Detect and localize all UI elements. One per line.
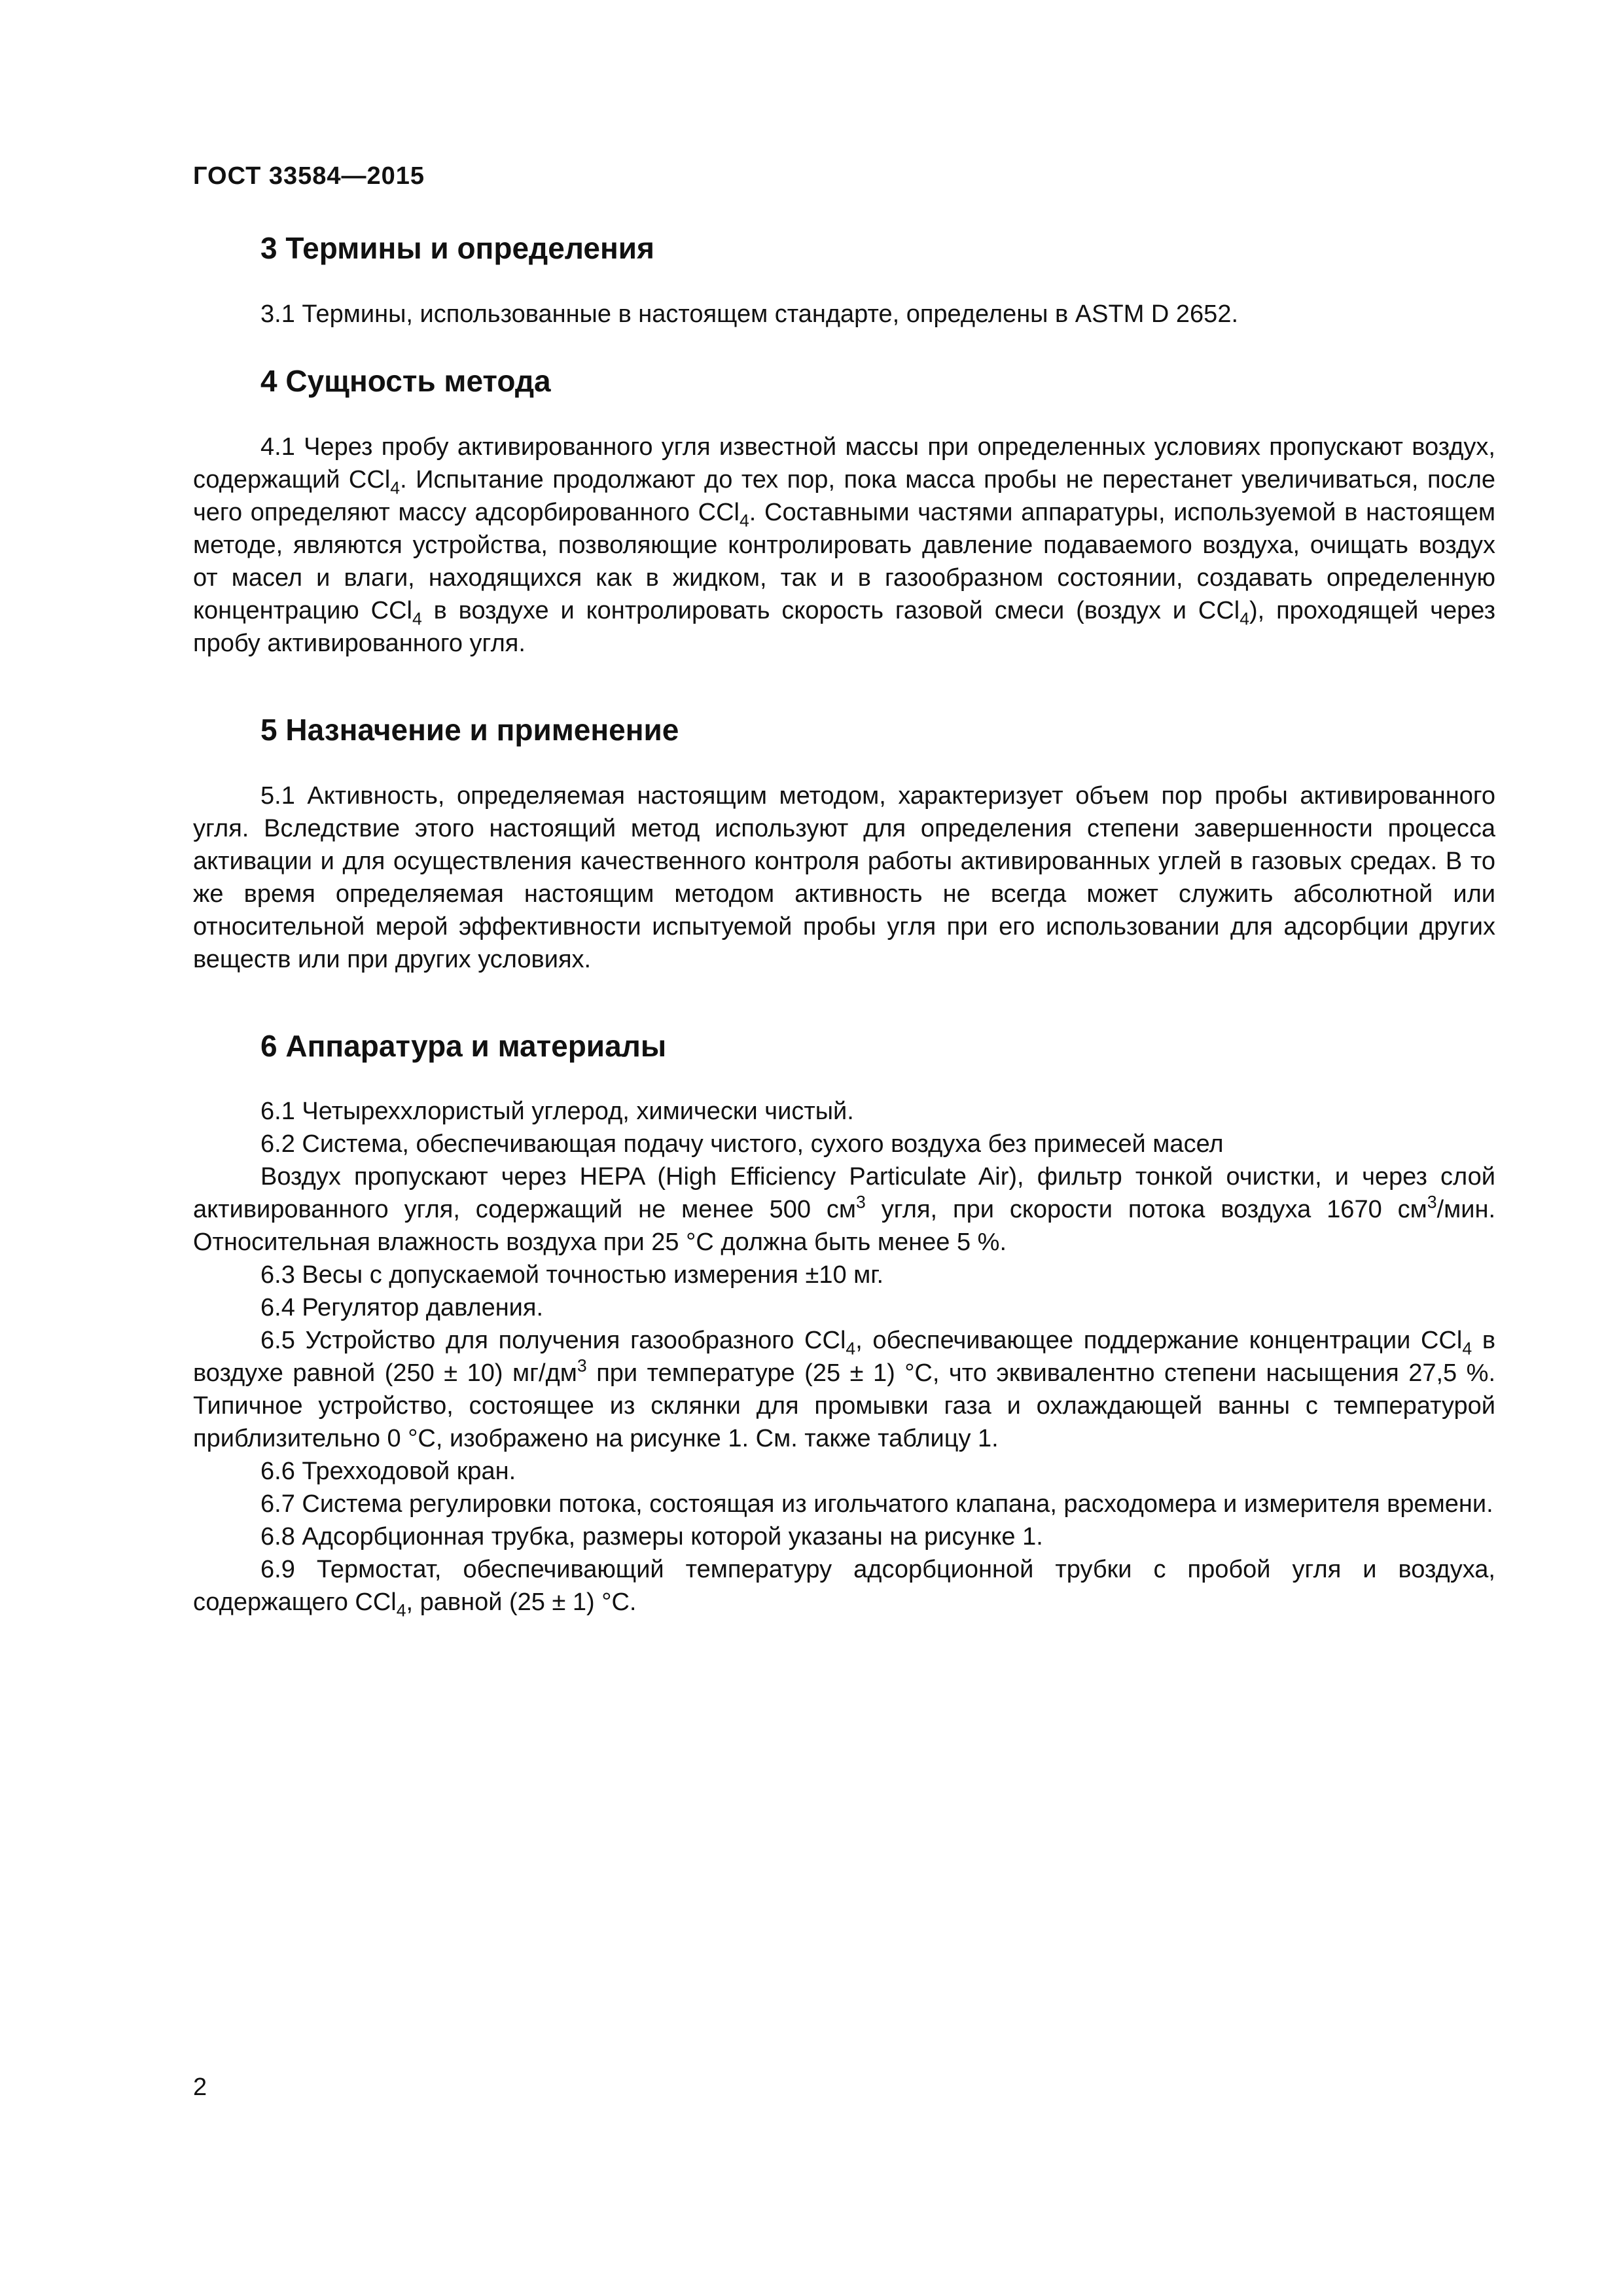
item-6-7: 6.7 Система регулировки потока, состоящая из игольчатого клапана, расходомера и измерителя времени. [260, 1490, 1493, 1518]
page-number: 2 [193, 2073, 207, 2101]
item-6-9: 6.9 Термостат, обеспечивающий температуру адсорбционной трубки с пробой угля и воздуха, содержащего CCl$_4$, равной (25 ± 1) °С. [193, 1556, 1495, 1621]
item-6-2-detail: Воздух пропускают через HEPA (High Efficiency Particulate Air), фильтр тонкой очистки, и через слой активированного угля, содержащий не менее 500 $см^3$ угля, при скорости потока воздуха 1670 $см^3$/мин. Относительная влажность воздуха при 25 °С должна быть менее 5 %. [193, 1163, 1495, 1256]
item-6-8: 6.8 Адсорбционная трубка, размеры которой указаны на рисунке 1. [260, 1523, 1043, 1551]
document-id-header: ГОСТ 33584—2015 [193, 162, 425, 190]
section-6-body [193, 1095, 1495, 1619]
section-5-heading: 5 Назначение и применение [260, 713, 679, 747]
section-6-heading: 6 Аппаратура и материалы [260, 1029, 667, 1063]
item-6-5: 6.5 Устройство для получения газообразного CCl$_4$, обеспечивающее поддержание концентрации CCl$_4$ в воздухе равной (250 ± 10) $мг/дм^3$ при температуре (25 ± 1) °С, что эквивалентно степени насыщения 27,5 %. Типичное устройство, состоящее из склянки для промывки газа и охлаждающей ванны с температурой приблизительно 0 °С, изображено на рисунке 1. См. также таблицу 1. [193, 1327, 1496, 1452]
paragraph-5-1: 5.1 Активность, определяемая настоящим методом, характеризует объем пор пробы активированного угля. Вследствие этого настоящий метод используют для определения степени завершенности процесса активации и для осуществления качественного контроля работы активированных углей в газовых средах. В то же время определяемая настоящим методом активность не всегда может служить абсолютной или относительной мерой эффективности испытуемой пробы угля при его использовании для адсорбции других веществ или при других условиях. [193, 782, 1495, 973]
item-6-6: 6.6 Трехходовой кран. [260, 1458, 516, 1485]
item-6-1: 6.1 Четыреххлористый углерод, химически чистый. [260, 1098, 854, 1125]
paragraph-3-1: 3.1 Термины, использованные в настоящем стандарте, определены в ASTM D 2652. [260, 300, 1239, 328]
item-6-2: 6.2 Система, обеспечивающая подачу чистого, сухого воздуха без примесей масел [260, 1130, 1224, 1158]
section-5-body [193, 780, 1495, 976]
section-4-heading: 4 Сущность метода [260, 364, 551, 398]
item-6-3: 6.3 Весы с допускаемой точностью измерения ±10 мг. [260, 1261, 884, 1289]
section-4-body [193, 431, 1495, 660]
section-3-body [193, 298, 1495, 331]
section-3-heading: 3 Термины и определения [260, 231, 654, 265]
item-6-4: 6.4 Регулятор давления. [260, 1294, 544, 1321]
paragraph-4-1: 4.1 Через пробу активированного угля известной массы при определенных условиях пропускают воздух, содержащий CCl$_4$. Испытание продолжают до тех пор, пока масса пробы не перестанет увеличиваться, после чего определяют массу адсорбированного CCl$_4$. Составными частями аппаратуры, используемой в настоящем методе, являются устройства, позволяющие контролировать давление подаваемого воздуха, очищать воздух от масел и влаги, находящихся как в жидком, так и в газообразном состоянии, создавать определенную концентрацию CCl$_4$ в воздухе и контролировать скорость газовой смеси (воздух и CCl$_4$), проходящей через пробу активированного угля. [193, 433, 1496, 657]
